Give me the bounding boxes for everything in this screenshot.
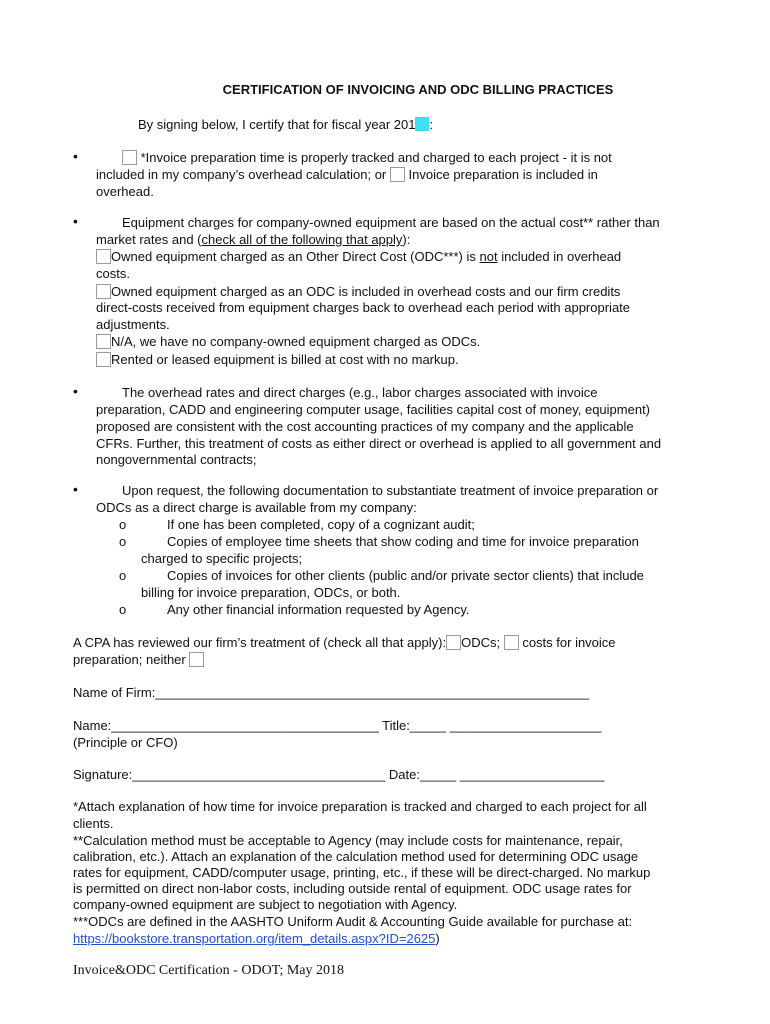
- cpa-odcs-checkbox[interactable]: [446, 635, 461, 650]
- bullet4-line1: Upon request, the following documentation to substantiate treatment of invoice preparation or: [122, 483, 659, 498]
- sub-item-3: [119, 567, 644, 584]
- cpa-text: costs for invoice: [522, 635, 616, 650]
- invoice-overhead-checkbox[interactable]: [390, 167, 405, 182]
- sub-marker: o: [119, 568, 127, 583]
- bullet3-line3: proposed are consistent with the cost accounting practices of my company and the applicable: [96, 419, 634, 434]
- sub-item-3-cont: billing for invoice preparation, ODCs, or both.: [141, 585, 401, 600]
- owned-equipment-overhead-checkbox[interactable]: [96, 284, 111, 299]
- sub-item-2-cont: charged to specific projects;: [141, 551, 303, 566]
- bullet1-line1: [122, 149, 612, 166]
- note3-line2: [73, 930, 440, 947]
- cpa-invoice-costs-checkbox[interactable]: [504, 635, 519, 650]
- cpa-text: A CPA has reviewed our firm’s treatment of (check all that apply):: [73, 635, 447, 650]
- bullet4-line2: ODCs as a direct charge is available from my company:: [96, 500, 417, 515]
- note2-line2: calibration, etc.). Attach an explanation of the calculation method used for determining ODC usage: [73, 849, 639, 864]
- equipment-option-4: [96, 351, 459, 368]
- option-text: Owned equipment charged as an Other Direct Cost (ODC***) is: [111, 249, 480, 264]
- fiscal-year-field[interactable]: [415, 117, 429, 131]
- sub-text: Any other financial information requested by Agency.: [167, 602, 470, 617]
- note1-line2: clients.: [73, 816, 114, 831]
- sub-marker: o: [119, 534, 127, 549]
- bullet1-lead-text: *Invoice preparation time is properly tracked and charged to each project - it is not: [140, 150, 612, 165]
- equipment-option-2: [96, 283, 620, 300]
- cpa-line1: [73, 634, 616, 651]
- cpa-text: ODCs;: [461, 635, 501, 650]
- intro-text: By signing below, I certify that for fiscal year 201: [138, 117, 416, 132]
- document-title: CERTIFICATION OF INVOICING AND ODC BILLING PRACTICES: [222, 82, 614, 97]
- bullet-dot: •: [73, 481, 78, 497]
- bullet2-text: ):: [402, 232, 411, 247]
- sub-marker: o: [119, 517, 127, 532]
- equipment-option-3: [96, 333, 480, 350]
- sub-text: If one has been completed, copy of a cognizant audit;: [167, 517, 475, 532]
- sub-marker: o: [119, 602, 127, 617]
- cpa-neither-checkbox[interactable]: [189, 652, 204, 667]
- note2-line1: **Calculation method must be acceptable to Agency (may include costs for maintenance, repair,: [73, 833, 623, 848]
- cpa-text: preparation; neither: [73, 652, 186, 667]
- option-text: included in overhead: [497, 249, 622, 264]
- note2-line3: rates for equipment, CADD/computer usage, printing, etc., if these will be direct-charged. No markup: [73, 865, 651, 880]
- equipment-option-1-cont: costs.: [96, 266, 130, 281]
- intro-colon: :: [429, 117, 434, 132]
- principal-label: (Principle or CFO): [73, 735, 178, 750]
- firm-name-field[interactable]: Name of Firm:____________________________________________________________: [73, 685, 590, 700]
- rented-equipment-checkbox[interactable]: [96, 352, 111, 367]
- name-title-field[interactable]: Name:_____________________________________ Title:_____ _____________________: [73, 718, 602, 733]
- note2-line4: is permitted on direct non-labor costs, including outside rental of equipment. ODC usage rates for: [73, 881, 632, 896]
- bullet-dot: •: [73, 213, 78, 229]
- aashto-bookstore-link[interactable]: https://bookstore.transportation.org/item_details.aspx?ID=2625: [73, 931, 436, 946]
- sub-item-2: [119, 533, 639, 550]
- option-text: Rented or leased equipment is billed at cost with no markup.: [111, 352, 459, 367]
- no-owned-equipment-checkbox[interactable]: [96, 334, 111, 349]
- bullet-dot: •: [73, 148, 78, 164]
- document-footer: Invoice&ODC Certification - ODOT; May 2018: [73, 963, 345, 978]
- bullet3-line5: nongovernmental contracts;: [96, 452, 257, 467]
- equipment-option-2-cont: adjustments.: [96, 317, 170, 332]
- bullet1-line2: [96, 166, 598, 183]
- sub-item-4: [119, 601, 470, 618]
- bullet1-text: included in my company’s overhead calculation; or: [96, 167, 387, 182]
- bullet3-line2: preparation, CADD and engineering computer usage, facilities capital cost of money, equipment): [96, 402, 651, 417]
- intro-line: [138, 116, 433, 133]
- option-text: Owned equipment charged as an ODC is included in overhead costs and our firm credits: [111, 284, 621, 299]
- bullet1-text: Invoice preparation is included in: [408, 167, 598, 182]
- owned-equipment-odc-checkbox[interactable]: [96, 249, 111, 264]
- note2-line5: company-owned equipment are subject to negotiation with Agency.: [73, 897, 458, 912]
- bullet2-text: market rates and (: [96, 232, 202, 247]
- sub-item-1: [119, 516, 475, 533]
- bullet2-underlined: check all of the following that apply: [201, 232, 403, 247]
- note1-line1: *Attach explanation of how time for invoice preparation is tracked and charged to each project for all: [73, 799, 647, 814]
- bullet2-line1: Equipment charges for company-owned equipment are based on the actual cost** rather than: [122, 215, 660, 230]
- note-text: ): [435, 931, 440, 946]
- option-text: N/A, we have no company-owned equipment charged as ODCs.: [111, 334, 481, 349]
- signature-date-field[interactable]: Signature:___________________________________ Date:_____ ____________________: [73, 767, 605, 782]
- equipment-option-2-cont: direct-costs received from equipment charges back to overhead each period with appropriate: [96, 300, 631, 315]
- bullet1-line3: overhead.: [96, 184, 154, 199]
- invoice-tracked-checkbox[interactable]: [122, 150, 137, 165]
- sub-text: Copies of invoices for other clients (public and/or private sector clients) that include: [167, 568, 644, 583]
- note3-line1: ***ODCs are defined in the AASHTO Uniform Audit & Accounting Guide available for purchase at:: [73, 914, 633, 929]
- bullet3-line1: The overhead rates and direct charges (e.g., labor charges associated with invoice: [122, 385, 598, 400]
- cpa-line2: [73, 651, 204, 668]
- sub-text: Copies of employee time sheets that show coding and time for invoice preparation: [167, 534, 639, 549]
- equipment-option-1: [96, 248, 621, 265]
- bullet3-line4: CFRs. Further, this treatment of costs as either direct or overhead is applied to all government and: [96, 436, 662, 451]
- bullet-dot: •: [73, 383, 78, 399]
- bullet2-line2: [96, 231, 410, 248]
- option-underlined: not: [479, 249, 498, 264]
